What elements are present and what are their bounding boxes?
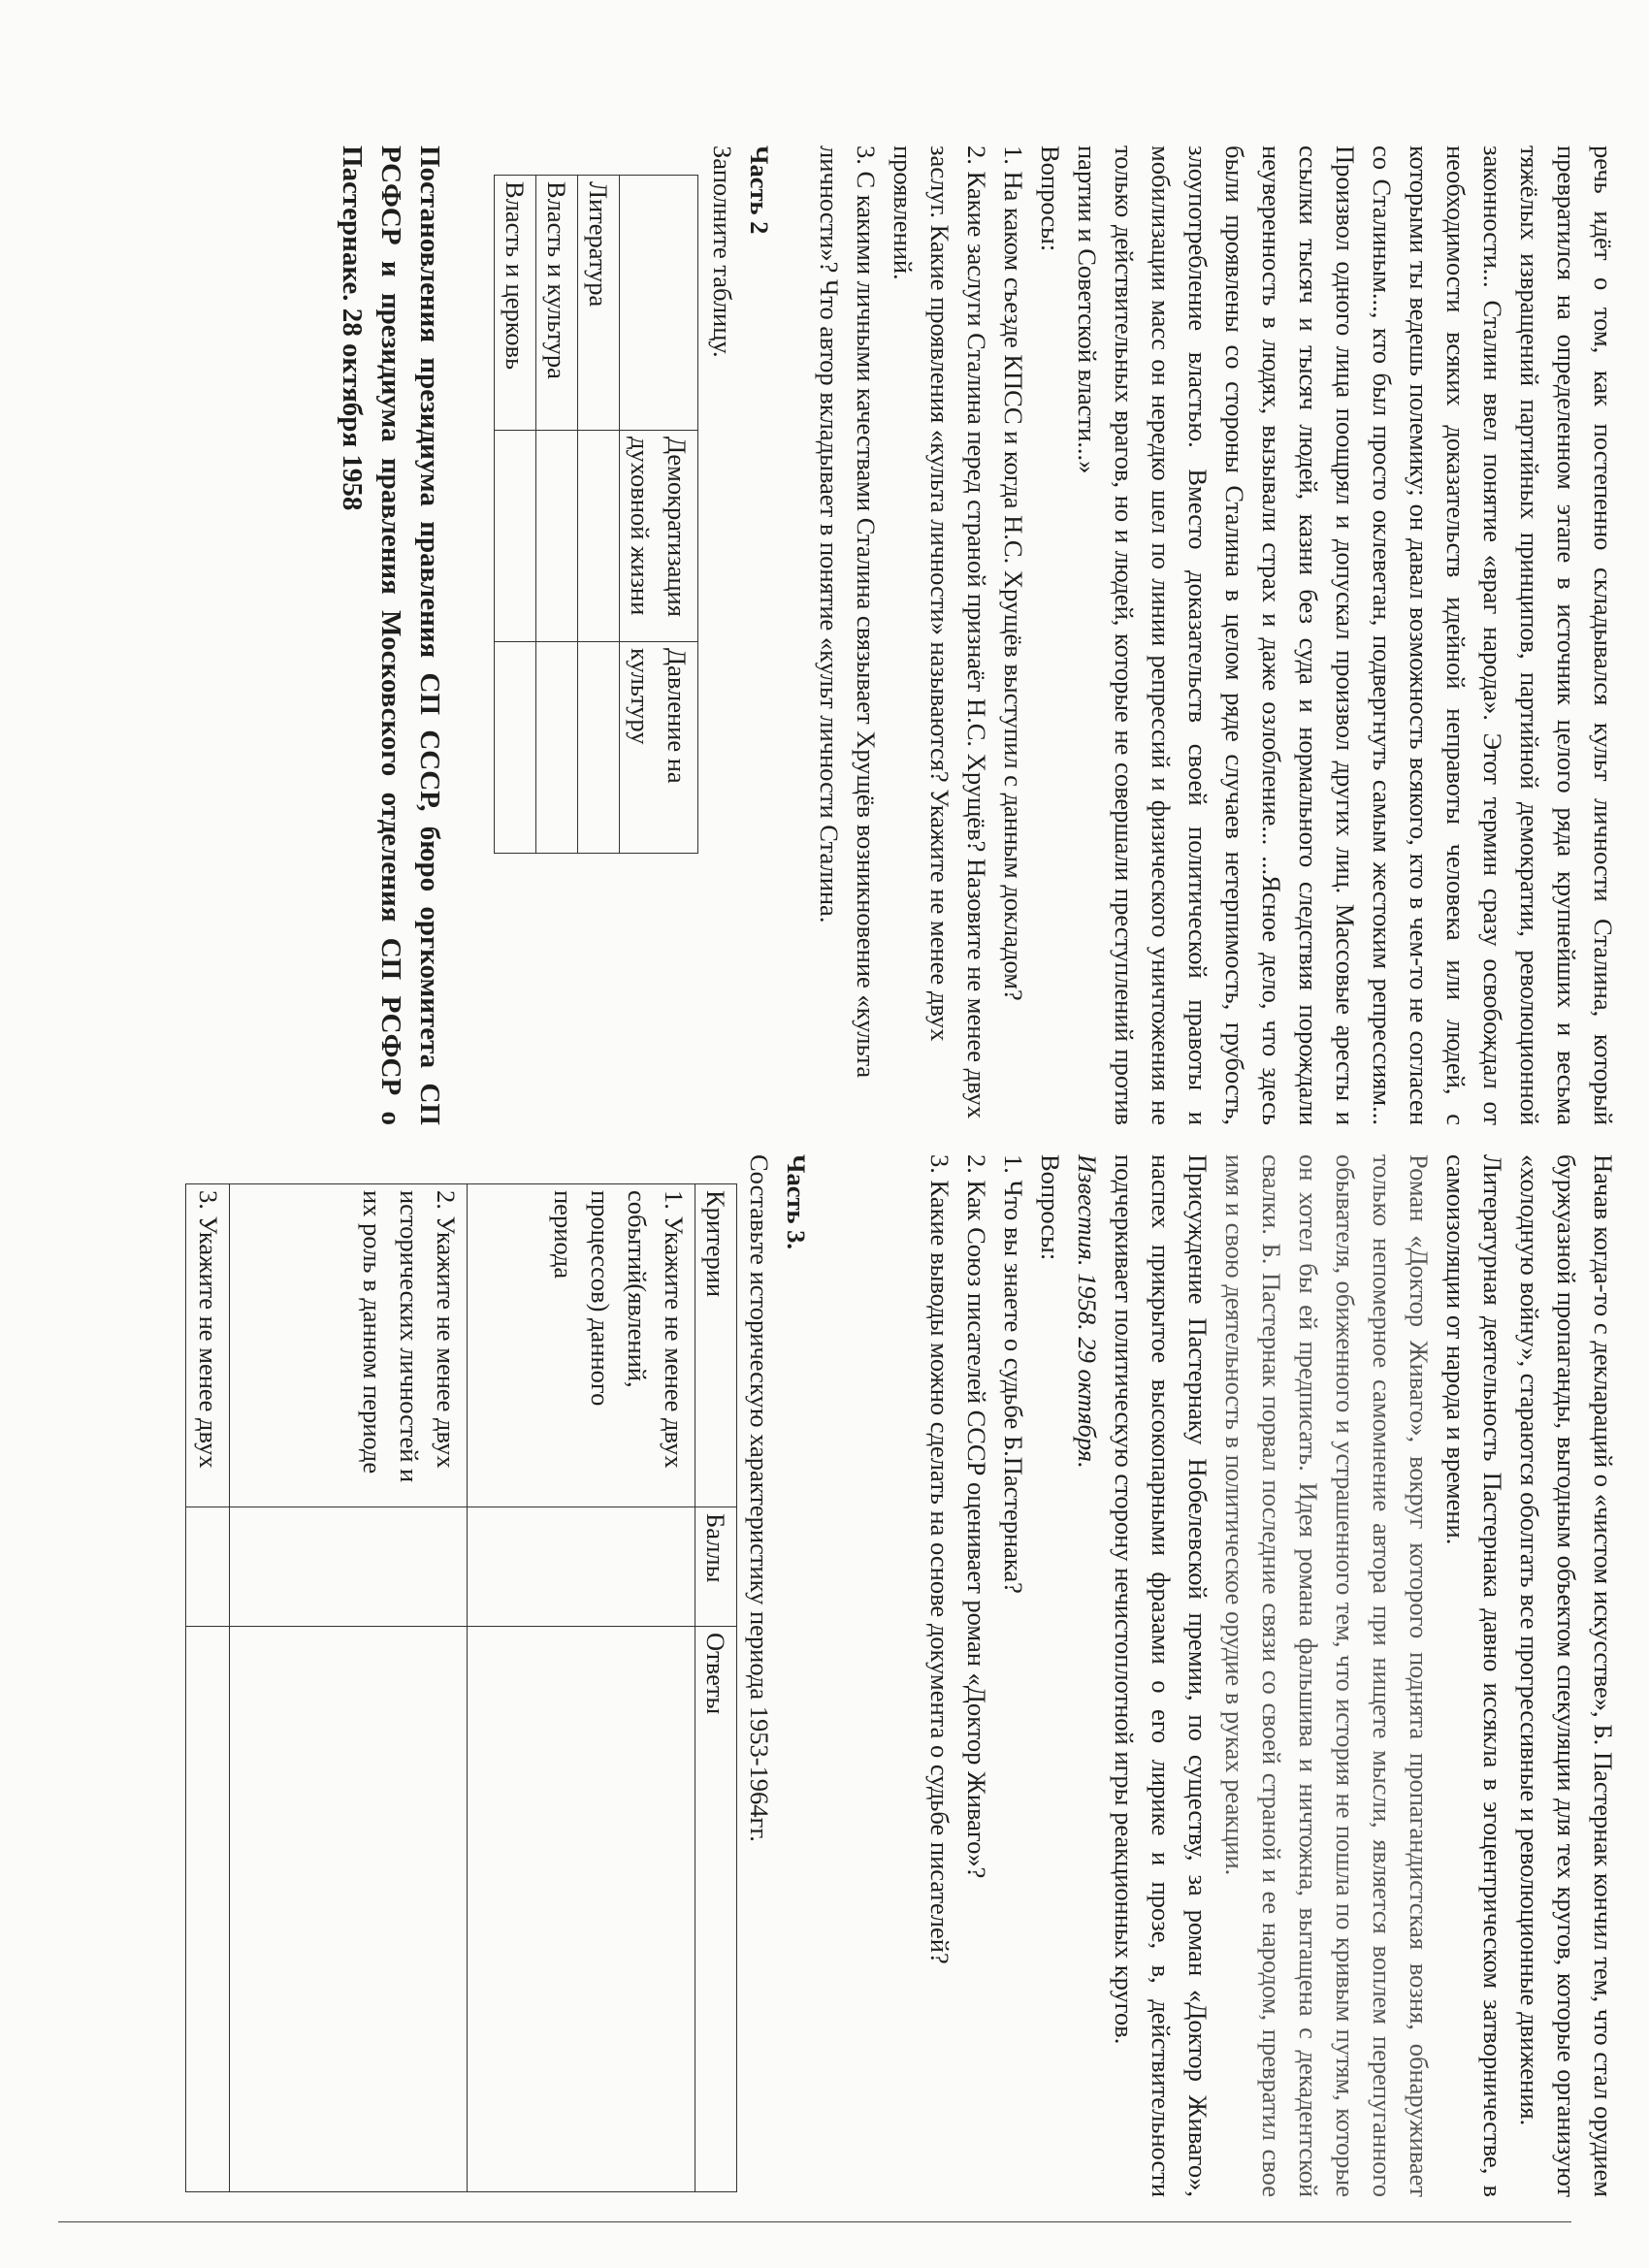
table-row-label: 1. Укажите не менее двух событий(явлений, процессов) данного периода (468, 1184, 695, 1507)
scan-edge-line (58, 2221, 1571, 2222)
izvestia-paragraph-4: Присуждение Пастернаку Нобелевской премии, по существу, за роман «Доктор Живаго», наспех прикрытое высокопарными фразами о его лирике и прозе, в, действительности подчеркивает политическую сторону нечистоплотной игры реакционных кругов. (1110, 1154, 1212, 2197)
table-cell[interactable] (186, 1627, 230, 2192)
table-row-label: Литература (578, 176, 620, 431)
table-header-cell: Ответы (695, 1627, 737, 2192)
table-cell[interactable] (495, 642, 536, 854)
question-2: 2. Какие заслуги Сталина перед страной признаёт Н.С. Хрущёв? Назовите не менее двух заслуг. Какие проявления «культа личности» называются? Укажите не менее двух проявлений. (889, 146, 991, 1119)
questions-label: Вопросы: (1036, 146, 1065, 252)
culture-policy-table (494, 175, 698, 854)
resolution-title: Постановления президиума правления СП СССР, бюро оргкомитета СП РСФСР и президиума правления Московского отделения СП РСФСР о Пастернаке. 28 октября 1958 (337, 146, 445, 1125)
table-cell[interactable] (230, 1627, 468, 2192)
table-row (578, 176, 620, 854)
part2-instruction: Заполните таблицу. (708, 146, 737, 358)
izvestia-paragraph-1: Начав когда-то с деклараций о «чистом искусстве», Б. Пастернак кончил тем, что стал орудием буржуазной пропаганды, выгодным объектом спекуляции для тех кругов, которые организуют «холодную войну», стараются оболгать все прогрессивные и революционные движения. (1515, 1154, 1618, 2197)
table-row-label: Власть и церковь (495, 176, 536, 431)
part3-title: Часть 3. (782, 1154, 811, 1249)
table-cell[interactable] (230, 1507, 468, 1627)
table-row (495, 176, 536, 854)
table-cell[interactable] (578, 642, 620, 854)
table-row (536, 176, 578, 854)
table-cell[interactable] (468, 1627, 695, 2192)
question-2: 2. Как Союз писателей СССР оценивает роман «Доктор Живаго»? (962, 1154, 991, 1879)
table-header-cell: Баллы (695, 1507, 737, 1627)
question-3: 3. Какие выводы можно сделать на основе документа о судьбе писателей? (925, 1154, 954, 1964)
question-1: 1. На каком съезде КПСС и когда Н.С. Хрущёв выступил с данным докладом? (999, 146, 1028, 1001)
table-header-row (620, 176, 698, 854)
table-header-row (695, 1184, 737, 2192)
table-row (468, 1184, 695, 2192)
table-cell[interactable] (468, 1507, 695, 1627)
table-header-cell (620, 176, 698, 431)
table-cell[interactable] (578, 431, 620, 642)
table-header-cell: Критерии (695, 1184, 737, 1507)
table-row-label: Власть и культура (536, 176, 578, 431)
table-cell[interactable] (495, 431, 536, 642)
period-characteristic-table (185, 1183, 737, 2192)
table-row (186, 1184, 230, 2192)
izvestia-paragraph-3: Роман «Доктор Живаго», вокруг которого поднята пропагандистская возня, обнаруживает только непомерное самомнение автора при нищете мысли, является воплем перепуганного обывателя, обиженного и устрашенного тем, что история не пошла по кривым путям, которые он хотел бы ей предписать. Идея романа фальшива и ничтожна, вытащена с декадентской свалки. Б. Пастернак порвал последние связи со своей страной и ее народом, превратил свое имя и свою деятельность в политическое орудие в руках реакции. (1220, 1154, 1434, 2197)
table-header-cell: Давление на культуру (620, 642, 698, 854)
question-3: 3. С какими личными качествами Сталина связывает Хрущёв возникновение «культа личности»? Что автор вкладывает в понятие «культ личности Сталина. (815, 146, 881, 1079)
questions-label: Вопросы: (1036, 1154, 1065, 1261)
source-citation: Известия. 1958. 29 октября. (1073, 1154, 1102, 1469)
table-cell[interactable] (536, 642, 578, 854)
table-header-cell: Демократизация духовной жизни (620, 431, 698, 642)
izvestia-paragraph-2: Литературная деятельность Пастернака давно иссякла в эгоцентрическом затворничестве, в самоизоляции от народа и времени. (1441, 1154, 1507, 2197)
left-column (333, 146, 1622, 1125)
table-row (230, 1184, 468, 2192)
question-1: 1. Что вы знаете о судьбе Б.Пастернака? (999, 1154, 1028, 1594)
table-cell[interactable] (536, 431, 578, 642)
right-column (185, 1154, 1622, 2197)
part3-instruction: Составьте историческую характеристику периода 1953-1964гг. (745, 1154, 774, 1842)
table-row-label: 3. Укажите не менее двух (186, 1184, 230, 1507)
table-row-label: 2. Укажите не менее двух исторических личностей и их роль в данном периоде (230, 1184, 468, 1507)
khrushchev-report-excerpt: речь идёт о том, как постепенно складывался культ личности Сталина, который превратился на определенном этапе в источник целого ряда крупнейших и весьма тяжёлых извращений партийных принципов, партийной демократии, революционной законности... Сталин ввел понятие «враг народа». Этот термин сразу освобождал от необходимости всяких доказательств идейной неправоты человека или людей, с которыми ты ведешь полемику; он давал возможность всякого, кто в чем-то не согласен со Сталиным..., кто был просто оклеветан, подвергнуть самым жестоким репрессиям... Произвол одного лица поощрял и допускал произвол других лиц. Массовые аресты и ссылки тысяч и тысяч людей, казни без суда и нормального следствия порождали неуверенность в людях, вызывали страх и даже озлобление... ...Ясное дело, что здесь были проявлены со стороны Сталина в целом ряде случаев нетерпимость, грубость, злоупотребление властью. Вместо доказательств своей политической правоты и мобилизации масс он нередко шел по линии репрессий и физического уничтожения не только действительных врагов, но и людей, которые не совершали преступлений против партии и Советской власти...» (1073, 146, 1618, 1125)
table-cell[interactable] (186, 1507, 230, 1627)
part2-title: Часть 2 (745, 146, 774, 235)
